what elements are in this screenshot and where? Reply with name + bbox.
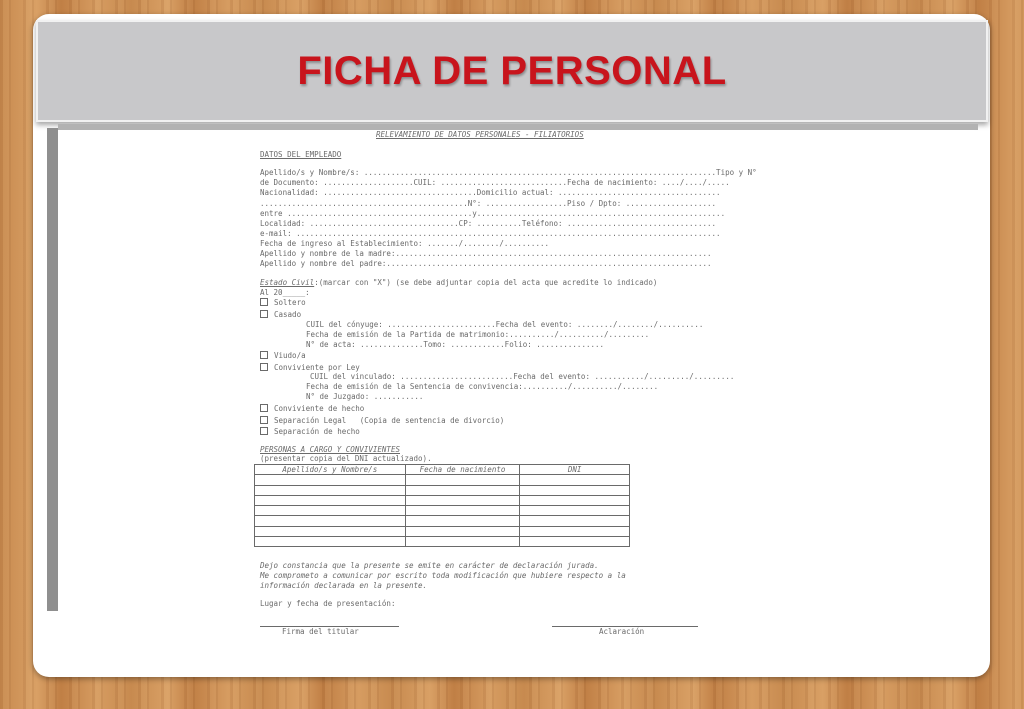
field-line: Apellido y nombre del padre:........................................................................ <box>260 259 712 268</box>
section-personas-a-cargo: PERSONAS A CARGO Y CONVIVIENTES <box>260 445 400 454</box>
table-cell[interactable] <box>520 495 630 505</box>
table-cell[interactable] <box>520 537 630 547</box>
table-cell[interactable] <box>520 485 630 495</box>
conviviente-subfield: CUIL del vinculado: .........................Fecha del evento: .........../........./......... <box>310 372 735 381</box>
field-line: Apellido/s y Nombre/s: ..............................................................................Tipo y N° <box>260 168 757 177</box>
table-cell[interactable] <box>255 485 406 495</box>
slide-title: FICHA DE PERSONAL <box>297 48 727 93</box>
label-casado: Casado <box>274 310 302 319</box>
estado-civil-label: Estado Civil <box>260 278 315 287</box>
table-cell[interactable] <box>405 475 520 485</box>
checkbox-soltero[interactable] <box>260 298 268 306</box>
label-conviviente-hecho: Conviviente de hecho <box>274 404 365 413</box>
table-cell[interactable] <box>520 526 630 536</box>
label-conviviente-ley: Conviviente por Ley <box>274 363 360 372</box>
field-line: Nacionalidad: ..................................Domicilio actual: .................................... <box>260 188 721 197</box>
firma-titular-label: Firma del titular <box>282 627 359 636</box>
table-cell[interactable] <box>405 506 520 516</box>
conviviente-subfield: N° de Juzgado: ........... <box>306 392 424 401</box>
field-line: Apellido y nombre de la madre:...................................................................... <box>260 249 712 258</box>
checkbox-conviviente-ley[interactable] <box>260 363 268 371</box>
table-cell[interactable] <box>255 475 406 485</box>
column-header: DNI <box>520 465 630 475</box>
table-cell[interactable] <box>255 495 406 505</box>
table-row <box>255 485 630 495</box>
form-heading: RELEVAMIENTO DE DATOS PERSONALES - FILIATORIOS <box>376 130 584 139</box>
document-shadow-left <box>47 128 58 611</box>
table-row <box>255 526 630 536</box>
table-cell[interactable] <box>255 526 406 536</box>
lugar-fecha-presentacion: Lugar y fecha de presentación: <box>260 599 396 608</box>
field-line: de Documento: ....................CUIL: ............................Fecha de nacimiento: ..../..../..... <box>260 178 730 187</box>
personas-a-cargo-note: (presentar copia del DNI actualizado). <box>260 454 432 463</box>
label-viudo: Viudo/a <box>274 351 306 360</box>
table-cell[interactable] <box>405 537 520 547</box>
casado-subfield: CUIL del cónyuge: ........................Fecha del evento: ......../......../.......... <box>306 320 704 329</box>
al-20-field: Al 20_____: <box>260 288 310 297</box>
table-cell[interactable] <box>255 506 406 516</box>
table-cell[interactable] <box>520 506 630 516</box>
title-bar <box>36 20 988 122</box>
checkbox-separacion-legal[interactable] <box>260 416 268 424</box>
table-cell[interactable] <box>405 485 520 495</box>
table-row <box>255 495 630 505</box>
checkbox-casado[interactable] <box>260 310 268 318</box>
label-separacion-hecho: Separación de hecho <box>274 427 360 436</box>
table-cell[interactable] <box>255 537 406 547</box>
table-row <box>255 506 630 516</box>
table-cell[interactable] <box>405 495 520 505</box>
casado-subfield: Fecha de emisión de la Partida de matrimonio:........../........../......... <box>306 330 650 339</box>
personas-a-cargo-table <box>254 464 630 547</box>
estado-civil-instructions: :(marcar con "X") (se debe adjuntar copia del acta que acredite lo indicado) <box>314 278 658 287</box>
table-cell[interactable] <box>405 516 520 526</box>
table-row <box>255 475 630 485</box>
table-cell[interactable] <box>520 475 630 485</box>
declaracion-line: información declarada en la presente. <box>260 581 428 590</box>
form-document <box>58 130 974 674</box>
table-row <box>255 516 630 526</box>
label-separacion-legal: Separación Legal (Copia de sentencia de divorcio) <box>274 416 505 425</box>
table-row <box>255 537 630 547</box>
label-soltero: Soltero <box>274 298 306 307</box>
field-line: ..............................................N°: ..................Piso / Dpto: .................... <box>260 199 717 208</box>
field-line: Localidad: .................................CP: ..........Teléfono: ................................. <box>260 219 717 228</box>
table-cell[interactable] <box>520 516 630 526</box>
checkbox-viudo[interactable] <box>260 351 268 359</box>
table-body <box>255 475 630 547</box>
field-line: Fecha de ingreso al Establecimiento: ......./......../.......... <box>260 239 549 248</box>
declaracion-line: Dejo constancia que la presente se emite en carácter de declaración jurada. <box>260 561 599 570</box>
column-header: Apellido/s y Nombre/s <box>255 465 406 475</box>
table-cell[interactable] <box>405 526 520 536</box>
declaracion-line: Me comprometo a comunicar por escrito toda modificación que hubiere respecto a la <box>260 571 626 580</box>
checkbox-conviviente-hecho[interactable] <box>260 404 268 412</box>
checkbox-separacion-hecho[interactable] <box>260 427 268 435</box>
field-line: e-mail: .............................................................................................. <box>260 229 721 238</box>
casado-subfield: N° de acta: ..............Tomo: ............Folio: ............... <box>306 340 605 349</box>
table-header-row <box>255 465 630 475</box>
column-header: Fecha de nacimiento <box>405 465 520 475</box>
conviviente-subfield: Fecha de emisión de la Sentencia de convivencia:........../........../........ <box>306 382 659 391</box>
aclaracion-label: Aclaración <box>599 627 645 636</box>
table-cell[interactable] <box>255 516 406 526</box>
estado-civil-line <box>260 278 657 288</box>
section-datos-empleado: DATOS DEL EMPLEADO <box>260 150 342 159</box>
field-line: entre .........................................y....................................................... <box>260 209 726 218</box>
